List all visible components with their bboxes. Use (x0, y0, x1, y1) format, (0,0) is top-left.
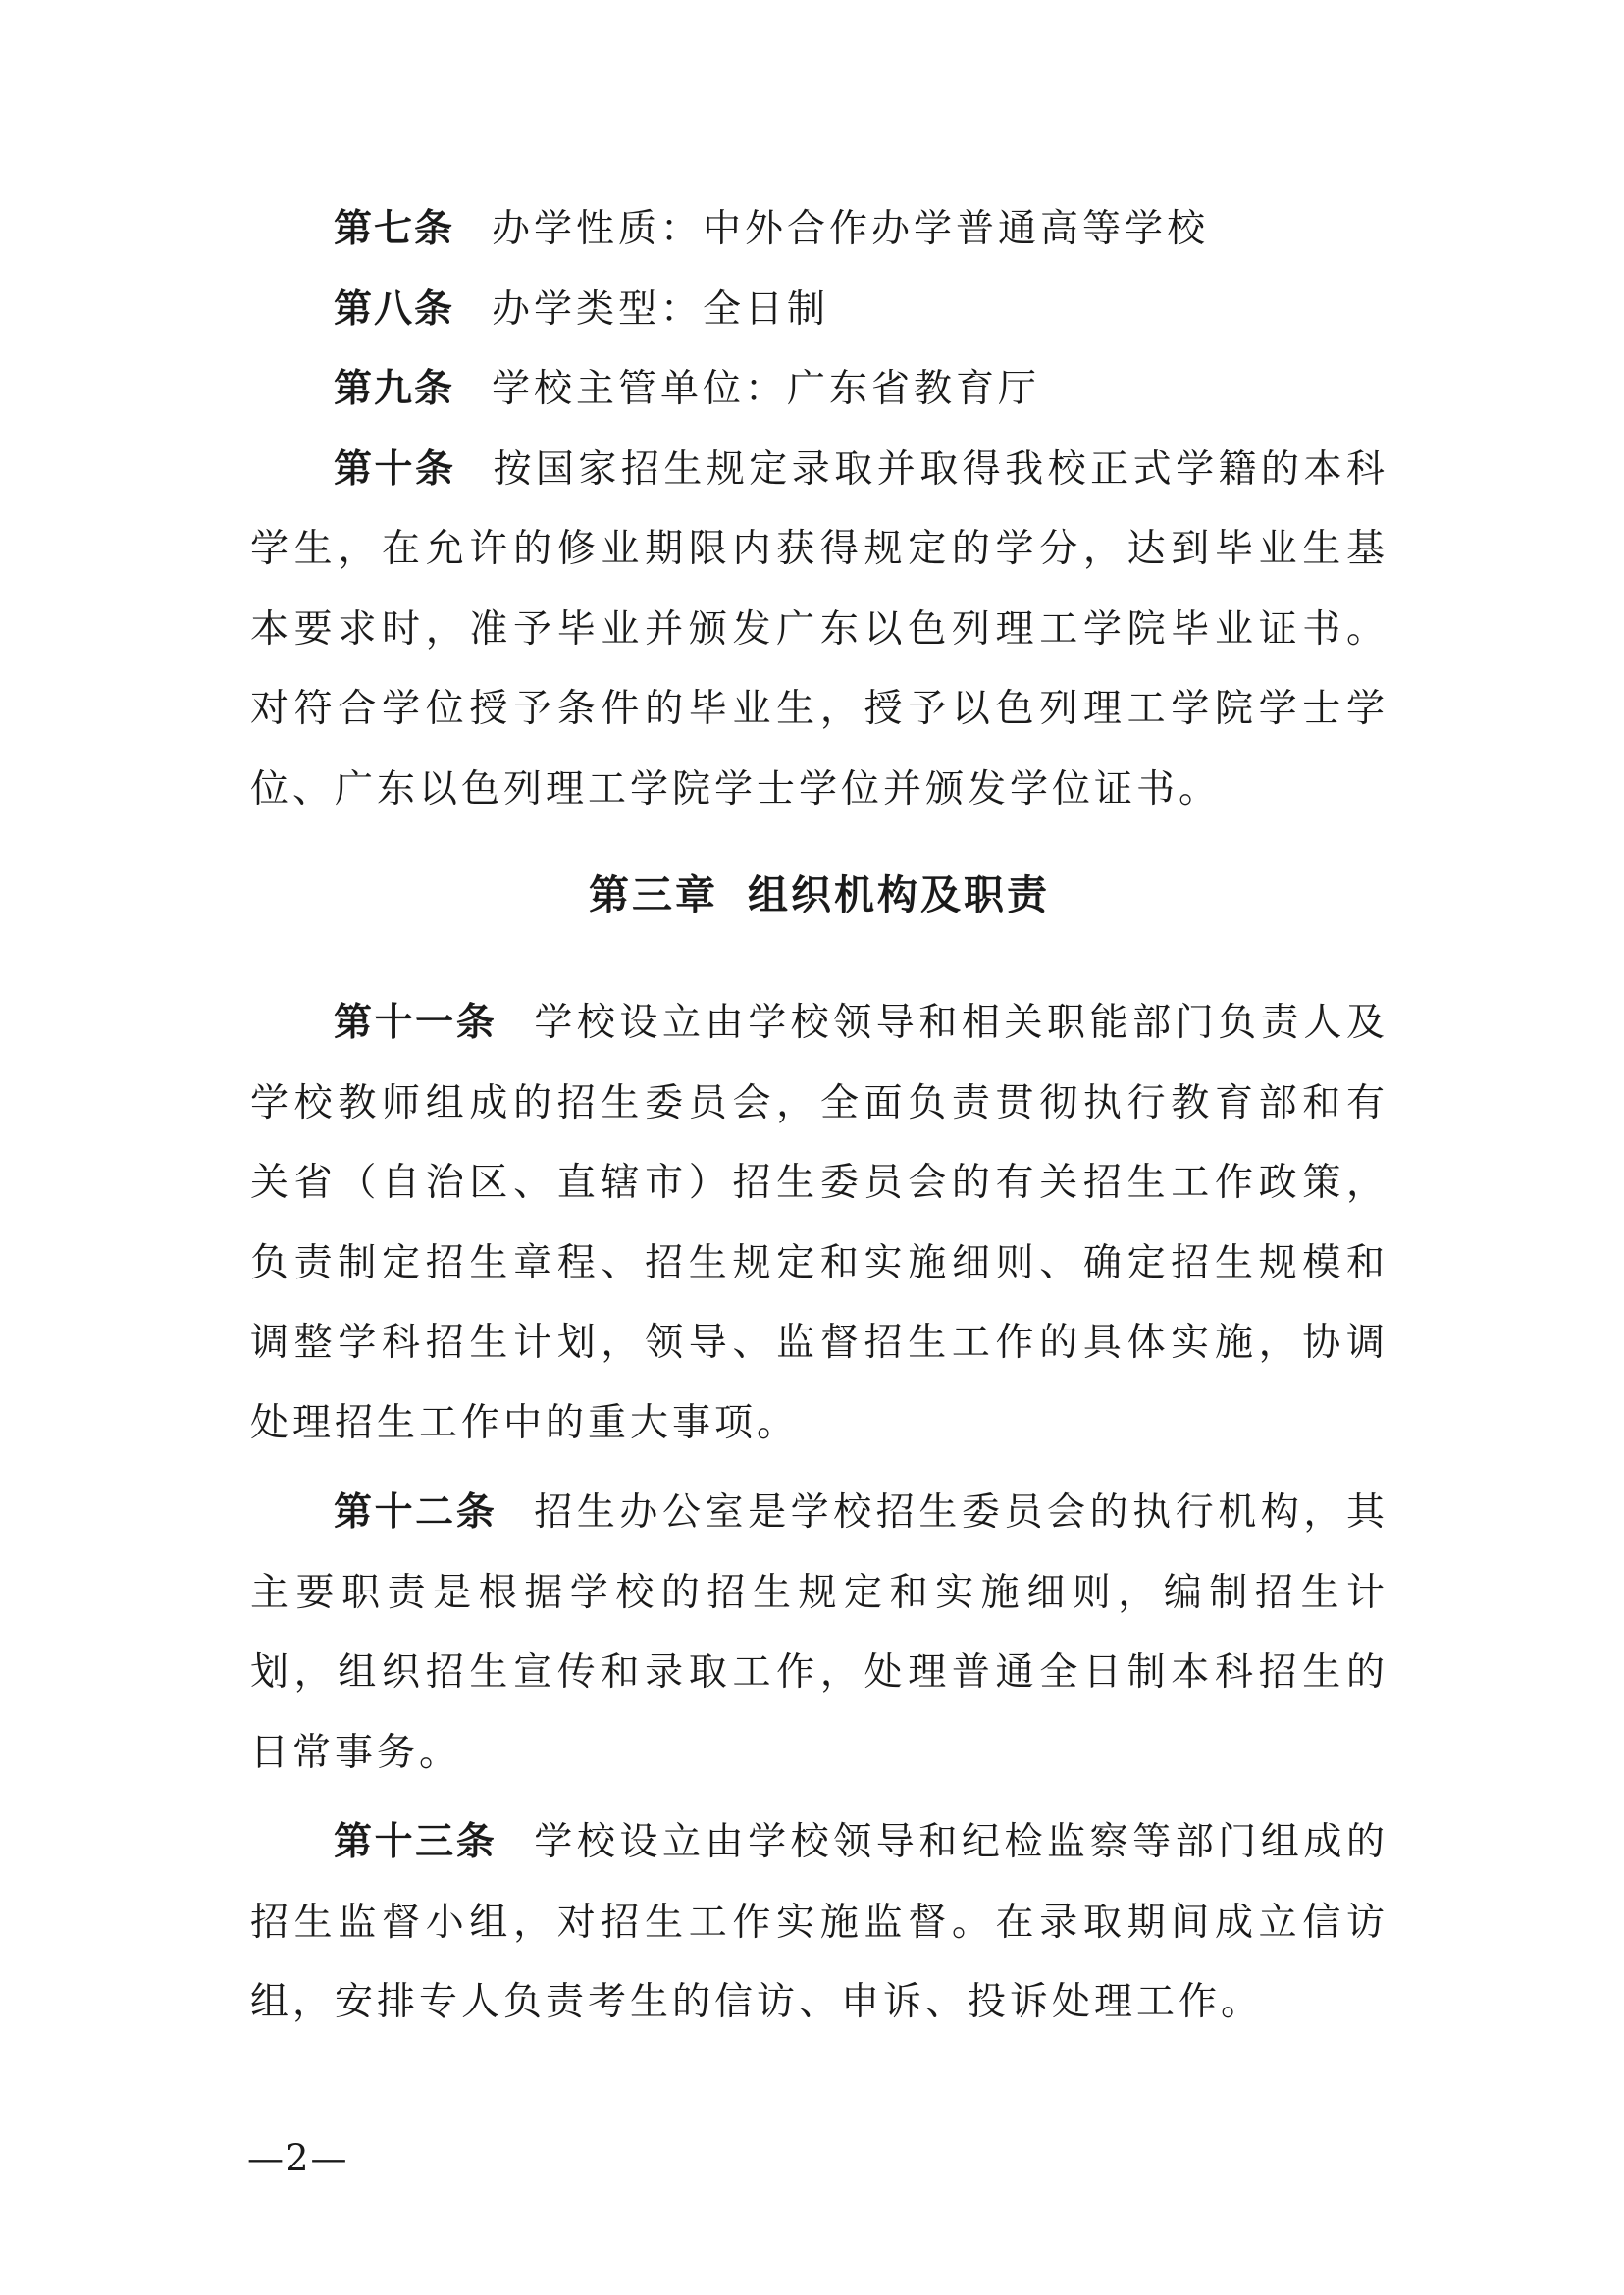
chapter-title: 组织机构及职责 (748, 871, 1050, 918)
article-text: 学校主管单位：广东省教育厅 (492, 367, 1041, 411)
article-text: 学校设立由学校领导和纪检监察等部门组成的招生监督小组，对招生工作实施监督。在录取期间成立信访组，安排专人负责考生的信访、申诉、投诉处理工作。 (250, 1820, 1388, 2024)
article-8 (250, 270, 1388, 350)
chapter-heading (250, 859, 1388, 932)
article-12 (250, 1473, 1388, 1793)
article-text: 按国家招生规定录取并取得我校正式学籍的本科学生，在允许的修业期限内获得规定的学分，达到毕业生基本要求时，准予毕业并颁发广东以色列理工学院毕业证书。对符合学位授予条件的毕业生，授予以色列理工学院学士学位、广东以色列理工学院学士学位并颁发学位证书。 (250, 446, 1388, 811)
article-label: 第八条 (334, 286, 455, 332)
article-text: 办学性质：中外合作办学普通高等学校 (492, 207, 1210, 251)
article-label: 第七条 (334, 206, 455, 251)
article-label: 第十三条 (334, 1819, 498, 1864)
article-10 (250, 430, 1388, 830)
article-label: 第九条 (334, 366, 455, 411)
article-label: 第十二条 (334, 1489, 498, 1535)
article-13 (250, 1802, 1388, 2043)
article-text: 办学类型：全日制 (492, 287, 830, 332)
article-label: 第十条 (334, 445, 456, 492)
article-label: 第十一条 (334, 1000, 498, 1045)
document-body (250, 189, 1388, 2043)
article-text: 招生办公室是学校招生委员会的执行机构，其主要职责是根据学校的招生规定和实施细则，编制招生计划，组织招生宣传和录取工作，处理普通全日制本科招生的日常事务。 (250, 1490, 1388, 1775)
page-number: —2— (247, 2137, 349, 2179)
article-11 (250, 983, 1388, 1463)
article-9 (250, 349, 1388, 430)
article-text: 学校设立由学校领导和相关职能部门负责人及学校教师组成的招生委员会，全面负责贯彻执行教育部和有关省（自治区、直辖市）招生委员会的有关招生工作政策，负责制定招生章程、招生规定和实施细则、确定招生规模和调整学科招生计划，领导、监督招生工作的具体实施，协调处理招生工作中的重大事项。 (250, 1001, 1388, 1445)
chapter-number: 第三章 (589, 871, 718, 918)
article-7 (250, 189, 1388, 270)
